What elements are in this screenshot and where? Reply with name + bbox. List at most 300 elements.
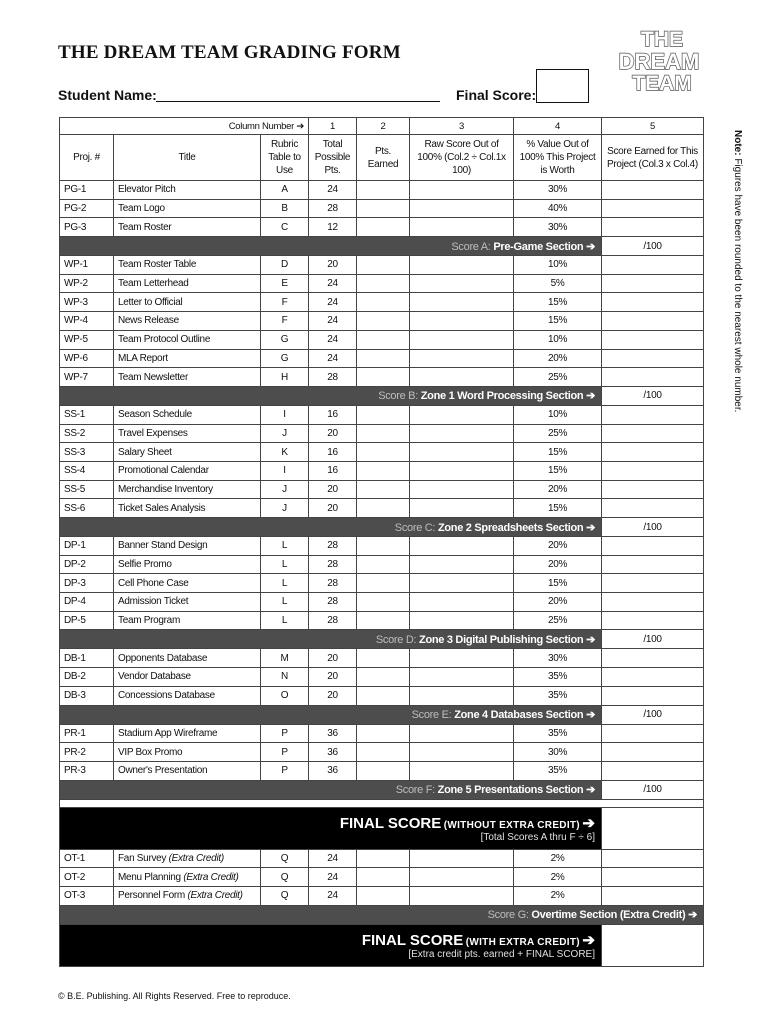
total-points: 12 [309,218,357,237]
points-earned-field[interactable] [357,330,410,349]
project-id: DP-2 [60,555,114,574]
table-row [60,743,704,762]
points-earned-field[interactable] [357,312,410,331]
project-id: DB-3 [60,686,114,705]
col-num-2: 2 [357,118,410,135]
section-total-row [60,705,704,724]
project-id: WP-6 [60,349,114,368]
total-points: 20 [309,668,357,687]
project-title: Letter to Official [114,293,261,312]
total-points: 20 [309,499,357,518]
percent-value: 20% [514,480,602,499]
rubric-letter: Q [261,849,309,868]
table-row [60,461,704,480]
rubric-letter: L [261,611,309,630]
raw-score-field[interactable] [410,199,514,218]
project-id: SS-6 [60,499,114,518]
score-earned-field[interactable] [602,199,704,218]
section-total-row [60,780,704,799]
final-score-with-extra-field[interactable] [602,924,704,966]
total-points: 28 [309,555,357,574]
raw-score-field[interactable] [410,886,514,905]
score-earned-field[interactable] [602,293,704,312]
raw-score-field[interactable] [410,256,514,275]
total-points: 24 [309,293,357,312]
score-earned-field[interactable] [602,405,704,424]
score-earned-field[interactable] [602,480,704,499]
section-label: Score F: Zone 5 Presentations Section ➔ [60,780,602,799]
points-earned-field[interactable] [357,218,410,237]
percent-value: 35% [514,724,602,743]
project-title: Team Roster Table [114,256,261,275]
project-title: Team Roster [114,218,261,237]
arrow-right-icon: ➔ [586,390,595,403]
raw-score-field[interactable] [410,274,514,293]
percent-value: 30% [514,181,602,200]
table-row [60,724,704,743]
points-earned-field[interactable] [357,424,410,443]
project-title: Merchandise Inventory [114,480,261,499]
rubric-letter: L [261,574,309,593]
table-row [60,256,704,275]
extra-credit-note: (Extra Credit) [187,890,243,902]
extra-credit-note: (Extra Credit) [183,871,239,883]
points-earned-field[interactable] [357,368,410,387]
percent-value: 35% [514,761,602,780]
raw-score-field[interactable] [410,312,514,331]
rubric-letter: G [261,330,309,349]
points-earned-field[interactable] [357,761,410,780]
project-title: Ticket Sales Analysis [114,499,261,518]
project-id: PG-3 [60,218,114,237]
rubric-letter: J [261,424,309,443]
project-id: WP-4 [60,312,114,331]
table-row [60,312,704,331]
raw-score-field[interactable] [410,668,514,687]
table-row [60,480,704,499]
project-id: WP-2 [60,274,114,293]
score-earned-field[interactable] [602,849,704,868]
percent-value: 30% [514,649,602,668]
section-score-field[interactable]: /100 [602,386,704,405]
total-points: 16 [309,405,357,424]
project-title: News Release [114,312,261,331]
raw-score-field[interactable] [410,181,514,200]
rubric-letter: L [261,555,309,574]
rubric-letter: P [261,724,309,743]
score-earned-field[interactable] [602,537,704,556]
percent-value: 5% [514,274,602,293]
table-row [60,868,704,887]
raw-score-field[interactable] [410,405,514,424]
percent-value: 15% [514,293,602,312]
points-earned-field[interactable] [357,668,410,687]
table-row [60,849,704,868]
section-label: Score D: Zone 3 Digital Publishing Section ➔ [60,630,602,649]
score-earned-field[interactable] [602,181,704,200]
rubric-letter: Q [261,868,309,887]
points-earned-field[interactable] [357,349,410,368]
table-row [60,593,704,612]
grading-table [59,117,704,967]
total-points: 36 [309,761,357,780]
total-points: 24 [309,849,357,868]
rubric-letter: L [261,537,309,556]
points-earned-field[interactable] [357,499,410,518]
points-earned-field[interactable] [357,743,410,762]
points-earned-field[interactable] [357,649,410,668]
points-earned-field[interactable] [357,274,410,293]
column-header-row [60,135,704,181]
project-id: PG-1 [60,181,114,200]
project-title: Owner's Presentation [114,761,261,780]
col-num-3: 3 [410,118,514,135]
arrow-right-icon: ➔ [296,120,304,132]
project-title: Selfie Promo [114,555,261,574]
raw-score-field[interactable] [410,649,514,668]
raw-score-field[interactable] [410,443,514,462]
total-points: 24 [309,312,357,331]
raw-score-field[interactable] [410,686,514,705]
points-earned-field[interactable] [357,181,410,200]
project-title: Admission Ticket [114,593,261,612]
table-row [60,218,704,237]
points-earned-field[interactable] [357,555,410,574]
project-id: PR-2 [60,743,114,762]
project-id: DP-1 [60,537,114,556]
project-id: DB-2 [60,668,114,687]
rubric-letter: K [261,443,309,462]
score-earned-field[interactable] [602,368,704,387]
section-score-field[interactable]: /100 [602,705,704,724]
rubric-letter: F [261,312,309,331]
percent-value: 20% [514,537,602,556]
final-score-with-extra-label: FINAL SCORE (WITH EXTRA CREDIT) ➔ [Extra credit pts. earned + FINAL SCORE] [60,924,602,966]
project-title: Fan Survey (Extra Credit) [114,849,261,868]
percent-value: 25% [514,368,602,387]
score-earned-field[interactable] [602,218,704,237]
rubric-letter: O [261,686,309,705]
project-id: PR-1 [60,724,114,743]
total-points: 20 [309,480,357,499]
project-title: Banner Stand Design [114,537,261,556]
section-total-row [60,905,704,924]
table-row [60,368,704,387]
raw-score-field[interactable] [410,368,514,387]
score-earned-field[interactable] [602,743,704,762]
total-points: 36 [309,743,357,762]
arrow-right-icon: ➔ [586,784,595,797]
table-row [60,349,704,368]
project-id: PG-2 [60,199,114,218]
header-title: Title [114,135,261,181]
arrow-right-icon: ➔ [688,909,697,922]
score-earned-field[interactable] [602,499,704,518]
total-points: 20 [309,686,357,705]
total-points: 24 [309,274,357,293]
table-row [60,537,704,556]
score-earned-field[interactable] [602,330,704,349]
score-earned-field[interactable] [602,461,704,480]
project-title: Travel Expenses [114,424,261,443]
points-earned-field[interactable] [357,293,410,312]
project-id: OT-3 [60,886,114,905]
raw-score-field[interactable] [410,724,514,743]
percent-value: 25% [514,611,602,630]
points-earned-field[interactable] [357,256,410,275]
raw-score-field[interactable] [410,480,514,499]
student-name-line[interactable] [156,101,440,102]
rubric-letter: P [261,761,309,780]
project-id: WP-7 [60,368,114,387]
points-earned-field[interactable] [357,405,410,424]
raw-score-field[interactable] [410,349,514,368]
percent-value: 20% [514,349,602,368]
project-title: Salary Sheet [114,443,261,462]
score-earned-field[interactable] [602,349,704,368]
rubric-letter: C [261,218,309,237]
project-id: WP-3 [60,293,114,312]
section-total-row [60,237,704,256]
score-earned-field[interactable] [602,649,704,668]
rubric-letter: F [261,293,309,312]
rubric-letter: P [261,743,309,762]
arrow-right-icon: ➔ [582,931,595,949]
percent-value: 30% [514,743,602,762]
project-title: Personnel Form (Extra Credit) [114,886,261,905]
page-title: THE DREAM TEAM GRADING FORM [58,42,401,63]
project-title: Elevator Pitch [114,181,261,200]
raw-score-field[interactable] [410,593,514,612]
points-earned-field[interactable] [357,886,410,905]
section-total-row [60,518,704,537]
total-points: 24 [309,330,357,349]
raw-score-field[interactable] [410,461,514,480]
raw-score-field[interactable] [410,499,514,518]
project-id: DP-5 [60,611,114,630]
raw-score-field[interactable] [410,537,514,556]
percent-value: 15% [514,461,602,480]
project-id: OT-2 [60,868,114,887]
project-title: Team Logo [114,199,261,218]
total-points: 20 [309,256,357,275]
column-number-row [60,118,704,135]
project-id: PR-3 [60,761,114,780]
final-score-without-extra [60,807,704,849]
raw-score-field[interactable] [410,330,514,349]
table-row [60,555,704,574]
table-row [60,574,704,593]
header-proj: Proj. # [60,135,114,181]
section-total-row [60,386,704,405]
header-rubric: Rubric Table to Use [261,135,309,181]
score-earned-field[interactable] [602,886,704,905]
arrow-right-icon: ➔ [582,814,595,832]
project-title: MLA Report [114,349,261,368]
rubric-letter: M [261,649,309,668]
rubric-letter: N [261,668,309,687]
score-earned-field[interactable] [602,686,704,705]
project-title: Stadium App Wireframe [114,724,261,743]
raw-score-field[interactable] [410,555,514,574]
percent-value: 35% [514,668,602,687]
header-total: Total Possible Pts. [309,135,357,181]
arrow-right-icon: ➔ [586,709,595,721]
header-raw: Raw Score Out of 100% (Col.2 ÷ Col.1x 100) [410,135,514,181]
score-earned-field[interactable] [602,724,704,743]
copyright-footer: © B.E. Publishing. All Rights Reserved. Free to reproduce. [58,991,291,1001]
percent-value: 10% [514,330,602,349]
rubric-letter: I [261,405,309,424]
raw-score-field[interactable] [410,574,514,593]
col-num-1: 1 [309,118,357,135]
final-score-box[interactable] [536,69,589,103]
table-row [60,274,704,293]
raw-score-field[interactable] [410,293,514,312]
col-num-4: 4 [514,118,602,135]
project-title: Team Protocol Outline [114,330,261,349]
table-row [60,330,704,349]
project-title: Vendor Database [114,668,261,687]
project-id: DB-1 [60,649,114,668]
rounding-note: Note: Figures have been rounded to the nearest whole number. [732,130,743,413]
points-earned-field[interactable] [357,199,410,218]
rubric-letter: Q [261,886,309,905]
points-earned-field[interactable] [357,537,410,556]
section-score-field[interactable]: /100 [602,780,704,799]
dream-team-logo [600,26,718,96]
total-points: 28 [309,593,357,612]
table-row [60,649,704,668]
score-earned-field[interactable] [602,611,704,630]
score-earned-field[interactable] [602,761,704,780]
col-num-5: 5 [602,118,704,135]
points-earned-field[interactable] [357,574,410,593]
arrow-right-icon: ➔ [586,633,595,646]
score-earned-field[interactable] [602,424,704,443]
total-points: 24 [309,886,357,905]
score-earned-field[interactable] [602,256,704,275]
total-points: 24 [309,868,357,887]
total-points: 28 [309,199,357,218]
percent-value: 15% [514,499,602,518]
project-title: Season Schedule [114,405,261,424]
rubric-letter: L [261,593,309,612]
header-value: % Value Out of 100% This Project is Worth [514,135,602,181]
rubric-letter: G [261,349,309,368]
project-title: Opponents Database [114,649,261,668]
score-earned-field[interactable] [602,574,704,593]
raw-score-field[interactable] [410,743,514,762]
points-earned-field[interactable] [357,611,410,630]
points-earned-field[interactable] [357,849,410,868]
rubric-letter: H [261,368,309,387]
total-points: 16 [309,443,357,462]
total-points: 24 [309,181,357,200]
score-earned-field[interactable] [602,555,704,574]
project-id: SS-5 [60,480,114,499]
project-title: Promotional Calendar [114,461,261,480]
project-id: DP-4 [60,593,114,612]
percent-value: 20% [514,593,602,612]
raw-score-field[interactable] [410,218,514,237]
header-earned: Pts. Earned [357,135,410,181]
final-score-without-extra-field[interactable] [602,807,704,849]
total-points: 36 [309,724,357,743]
project-id: SS-3 [60,443,114,462]
rubric-letter: A [261,181,309,200]
points-earned-field[interactable] [357,443,410,462]
raw-score-field[interactable] [410,424,514,443]
final-score-label: Final Score: [456,87,537,103]
total-points: 28 [309,611,357,630]
percent-value: 15% [514,312,602,331]
header-score: Score Earned for This Project (Col.3 x Col.4) [602,135,704,181]
score-earned-field[interactable] [602,274,704,293]
points-earned-field[interactable] [357,480,410,499]
percent-value: 20% [514,555,602,574]
raw-score-field[interactable] [410,849,514,868]
total-points: 28 [309,574,357,593]
raw-score-field[interactable] [410,611,514,630]
table-row [60,293,704,312]
table-row [60,761,704,780]
score-earned-field[interactable] [602,312,704,331]
section-label: Score A: Pre-Game Section ➔ [60,237,602,256]
section-score-field[interactable]: /100 [602,630,704,649]
total-points: 24 [309,349,357,368]
score-earned-field[interactable] [602,443,704,462]
rubric-letter: J [261,499,309,518]
final-score-without-extra-label: FINAL SCORE (WITHOUT EXTRA CREDIT) ➔ [Total Scores A thru F ÷ 6] [60,807,602,849]
points-earned-field[interactable] [357,461,410,480]
points-earned-field[interactable] [357,868,410,887]
points-earned-field[interactable] [357,593,410,612]
section-total-row [60,630,704,649]
section-score-field[interactable]: /100 [602,518,704,537]
score-earned-field[interactable] [602,593,704,612]
total-points: 28 [309,537,357,556]
extra-credit-note: (Extra Credit) [168,852,224,864]
raw-score-field[interactable] [410,868,514,887]
rubric-letter: D [261,256,309,275]
percent-value: 2% [514,868,602,887]
rubric-letter: B [261,199,309,218]
project-title: VIP Box Promo [114,743,261,762]
percent-value: 40% [514,199,602,218]
percent-value: 2% [514,886,602,905]
percent-value: 10% [514,256,602,275]
table-row [60,686,704,705]
points-earned-field[interactable] [357,686,410,705]
rubric-letter: E [261,274,309,293]
points-earned-field[interactable] [357,724,410,743]
project-id: OT-1 [60,849,114,868]
project-title: Concessions Database [114,686,261,705]
table-row [60,499,704,518]
score-earned-field[interactable] [602,868,704,887]
project-id: WP-5 [60,330,114,349]
total-points: 16 [309,461,357,480]
raw-score-field[interactable] [410,761,514,780]
percent-value: 15% [514,443,602,462]
percent-value: 25% [514,424,602,443]
svg-text:THE: THE [641,28,683,51]
score-earned-field[interactable] [602,668,704,687]
table-row [60,668,704,687]
total-points: 20 [309,649,357,668]
section-score-field[interactable]: /100 [602,237,704,256]
